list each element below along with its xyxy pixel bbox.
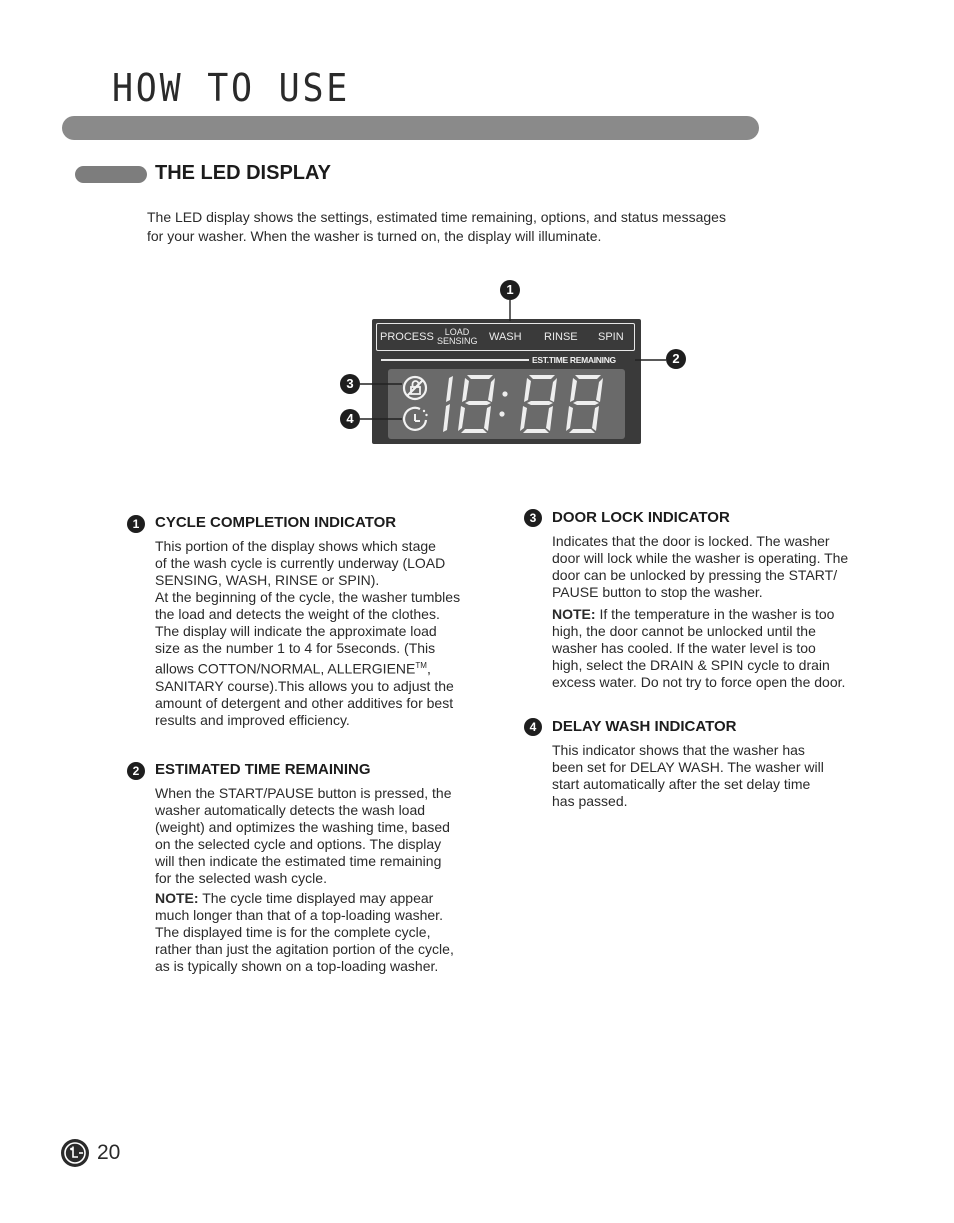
section-marker [75,166,147,183]
text-line: SANITARY course).This allows you to adjust the [155,677,454,694]
text-line: This indicator shows that the washer has [552,742,805,758]
item-4-badge: 4 [524,718,542,736]
note-text: The cycle time displayed may appear [198,890,434,906]
note-line [552,606,848,623]
item-1-badge: 1 [127,515,145,533]
est-time-label: EST.TIME REMAINING [532,355,616,365]
intro-line: The LED display shows the settings, estimated time remaining, options, and status messages [147,209,726,225]
text-line: the load and detects the weight of the clothes. [155,606,440,622]
comma: , [426,660,431,677]
text-line: PAUSE button to stop the washer. [552,584,763,600]
intro-paragraph [147,208,787,246]
callout-lines [340,280,700,440]
lg-logo-icon [60,1138,90,1168]
text-line: as is typically shown on a top-loading washer. [155,958,439,974]
text-line: for the selected wash cycle. [155,870,327,886]
delay-wash-text [552,742,824,810]
text-line: on the selected cycle and options. The display [155,836,442,852]
stage-spin: SPIN [598,331,624,343]
note-label: NOTE: [155,890,199,906]
text-line: washer automatically detects the wash load [155,802,426,818]
intro-line: for your washer. When the washer is turned on, the display will illuminate. [147,228,602,244]
text-line: rather than just the agitation portion of the cycle, [155,941,454,957]
text-line: SENSING, WASH, RINSE or SPIN). [155,572,380,588]
note-line [155,890,454,907]
door-lock-title: DOOR LOCK INDICATOR [552,509,730,526]
callout-1-badge: 1 [500,280,520,300]
text-line: When the START/PAUSE button is pressed, the [155,785,452,801]
text-line: high, the door cannot be unlocked until the [552,623,816,639]
estimated-time-text [155,785,454,975]
allergiene-text: allows COTTON/NORMAL, ALLERGIENE [155,660,416,677]
text-line: Indicates that the door is locked. The washer [552,533,830,549]
page-number: 20 [97,1141,121,1164]
text-line: excess water. Do not try to force open the door. [552,674,846,690]
text-line: door will lock while the washer is operating. The [552,550,849,566]
stage-load-label: LOAD [444,327,470,337]
text-line: The displayed time is for the complete cycle, [155,924,431,940]
text-line: of the wash cycle is currently underway (LOAD [155,555,446,571]
section-heading: THE LED DISPLAY [155,162,331,184]
delay-wash-title: DELAY WASH INDICATOR [552,718,737,735]
text-line: been set for DELAY WASH. The washer will [552,759,824,775]
note-label: NOTE: [552,606,596,622]
text-line: washer has cooled. If the water level is too [552,640,816,656]
cycle-completion-text [155,538,460,729]
text-line: At the beginning of the cycle, the washer tumbles [155,589,461,605]
text-line: size as the number 1 to 4 for 5seconds. (This [155,640,436,656]
text-line: This portion of the display shows which stage [155,538,436,554]
item-2-badge: 2 [127,762,145,780]
header-bar [62,116,759,140]
text-line: start automatically after the set delay time [552,776,811,792]
callout-3-badge: 3 [340,374,360,394]
trademark: TM [415,661,427,670]
note-text: If the temperature in the washer is too [595,606,835,622]
text-line: will then indicate the estimated time remaining [155,853,442,869]
cycle-completion-title: CYCLE COMPLETION INDICATOR [155,514,397,531]
text-line: high, select the DRAIN & SPIN cycle to drain [552,657,830,673]
item-3-badge: 3 [524,509,542,527]
text-line: amount of detergent and other additives for best [155,694,454,711]
callout-4-badge: 4 [340,409,360,429]
door-lock-text [552,533,848,691]
stage-wash: WASH [489,331,522,343]
stage-process: PROCESS [380,331,434,343]
estimated-time-title: ESTIMATED TIME REMAINING [155,761,371,778]
text-line [155,657,460,678]
text-line: The display will indicate the approximate load [155,623,437,639]
text-line: (weight) and optimizes the washing time, based [155,819,450,835]
page-title: HOW TO USE [112,66,351,110]
text-line: door can be unlocked by pressing the START/ [552,567,838,583]
text-line: has passed. [552,793,628,809]
text-line: much longer than that of a top-loading washer. [155,907,443,923]
callout-2-badge: 2 [666,349,686,369]
text-line: results and improved efficiency. [155,711,350,728]
stage-rinse: RINSE [544,331,578,343]
stage-sensing-label: SENSING [437,336,478,346]
